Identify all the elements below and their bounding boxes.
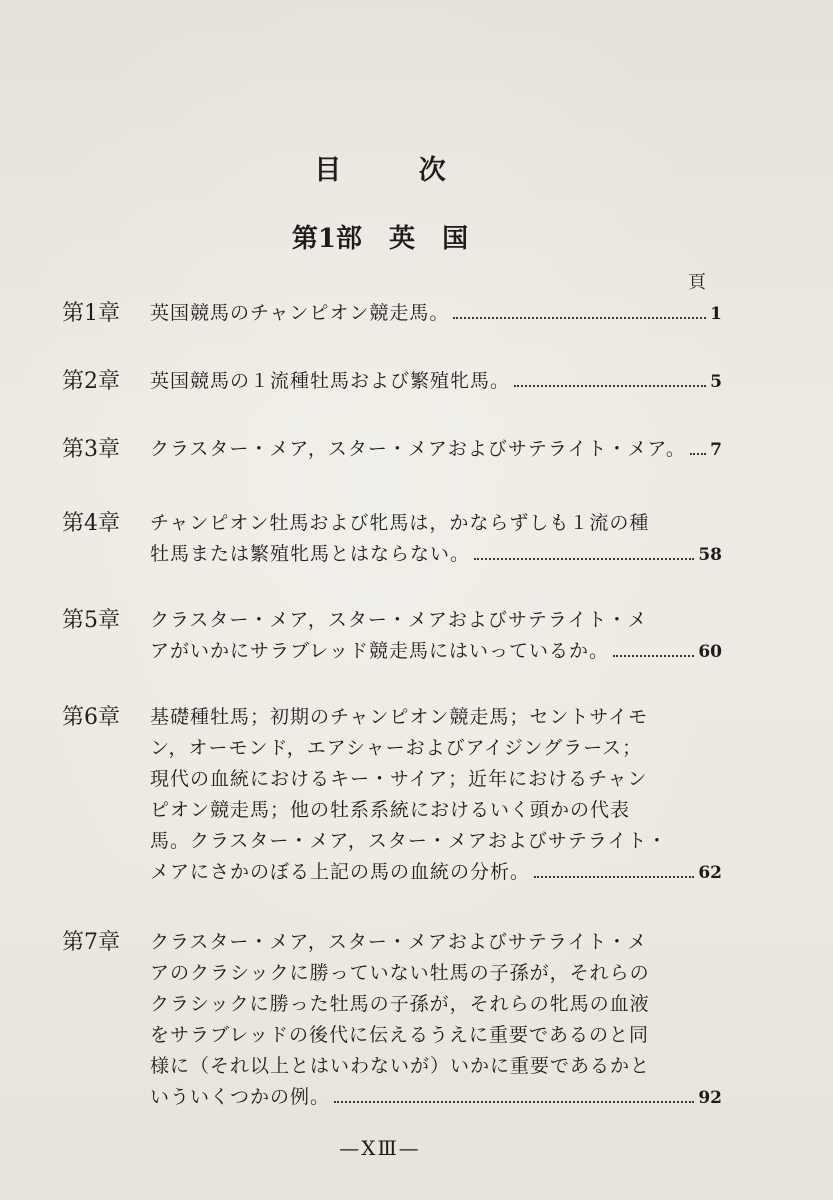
chapter-title-line: アのクラシックに勝っていない牡馬の子孫が，それらの [150, 962, 650, 984]
chapter-title [150, 927, 722, 1114]
chapter-title-line: クラスター・メア，スター・メアおよびサテライト・メ [150, 931, 648, 953]
chapter-title-line: 現代の血統におけるキー・サイア；近年におけるチャン [150, 768, 648, 790]
chapter-page-number: 92 [698, 1088, 722, 1108]
chapter-title-text: 牡馬または繁殖牝馬とはならない。 [150, 543, 471, 565]
chapter-title-text: メアにさかのぼる上記の馬の血統の分析。 [150, 861, 531, 883]
chapter-page-number: 1 [710, 304, 722, 324]
chapter-title-text: 英国競馬のチャンピオン競走馬。 [150, 302, 450, 324]
chapter-title-line: をサラブレッドの後代に伝えるうえに重要であるのと同 [150, 1024, 650, 1046]
chapter-title [150, 702, 722, 889]
chapter-page-number: 62 [698, 863, 722, 883]
part-title: 第1部 英 国 [291, 224, 469, 254]
chapter-title-line: 様に（それ以上とはいわないが）いかに重要であるかと [150, 1055, 651, 1077]
chapter-title-last-line [150, 857, 722, 889]
chapter-title-line: クラスター・メア，スター・メアおよびサテライト・メ [150, 609, 648, 631]
chapter-page-number: 58 [698, 545, 722, 565]
chapter-title-line: チャンピオン牡馬および牝馬は，かならずしも１流の種 [150, 512, 650, 534]
chapter-label: 第2章 [62, 369, 120, 394]
dot-leader [474, 558, 694, 560]
chapter-title-text: いういくつかの例。 [150, 1086, 331, 1108]
dot-leader [690, 453, 706, 455]
chapter-title [150, 508, 722, 571]
chapter-label: 第1章 [62, 301, 120, 326]
chapter-title-text: アがいかにサラブレッド競走馬にはいっているか。 [150, 640, 610, 662]
chapter-title-last-line [150, 539, 722, 571]
chapter-title-line: ン，オーモンド，エアシャーおよびアイジングラース； [150, 737, 643, 759]
chapter-title-last-line [150, 636, 722, 668]
chapter-title [150, 434, 722, 466]
chapter-title-last-line [150, 434, 722, 466]
page-column-label: 頁 [688, 272, 706, 293]
chapter-title-last-line [150, 298, 722, 330]
dot-leader [334, 1101, 694, 1103]
chapter-title-text: 英国競馬の１流種牡馬および繁殖牝馬。 [150, 370, 511, 392]
chapter-title-line: 馬。クラスター・メア，スター・メアおよびサテライト・ [150, 830, 668, 852]
chapter-title [150, 298, 722, 330]
chapter-page-number: 60 [698, 642, 722, 662]
chapter-title-last-line [150, 366, 722, 398]
chapter-title-line: 基礎種牡馬；初期のチャンピオン競走馬；セントサイモ [150, 706, 649, 728]
chapter-title-line: ピオン競走馬；他の牡系系統におけるいく頭かの代表 [150, 799, 631, 821]
dot-leader [613, 655, 694, 657]
chapter-label: 第5章 [62, 608, 120, 633]
chapter-label: 第3章 [62, 437, 120, 462]
dot-leader [453, 317, 706, 319]
chapter-title-line: クラシックに勝った牡馬の子孫が，それらの牝馬の血液 [150, 993, 650, 1015]
footer-page-number: —XⅢ— [339, 1136, 421, 1160]
chapter-title [150, 366, 722, 398]
chapter-label: 第6章 [62, 705, 120, 730]
chapter-title-text: クラスター・メア，スター・メアおよびサテライト・メア。 [150, 438, 686, 460]
chapter-title [150, 605, 722, 668]
chapter-label: 第4章 [62, 511, 120, 536]
chapter-label: 第7章 [62, 930, 120, 955]
chapter-page-number: 7 [710, 440, 722, 460]
dot-leader [534, 876, 694, 878]
dot-leader [514, 385, 706, 387]
chapter-page-number: 5 [710, 372, 722, 392]
chapter-title-last-line [150, 1082, 722, 1114]
toc-title: 目 次 [314, 155, 480, 186]
